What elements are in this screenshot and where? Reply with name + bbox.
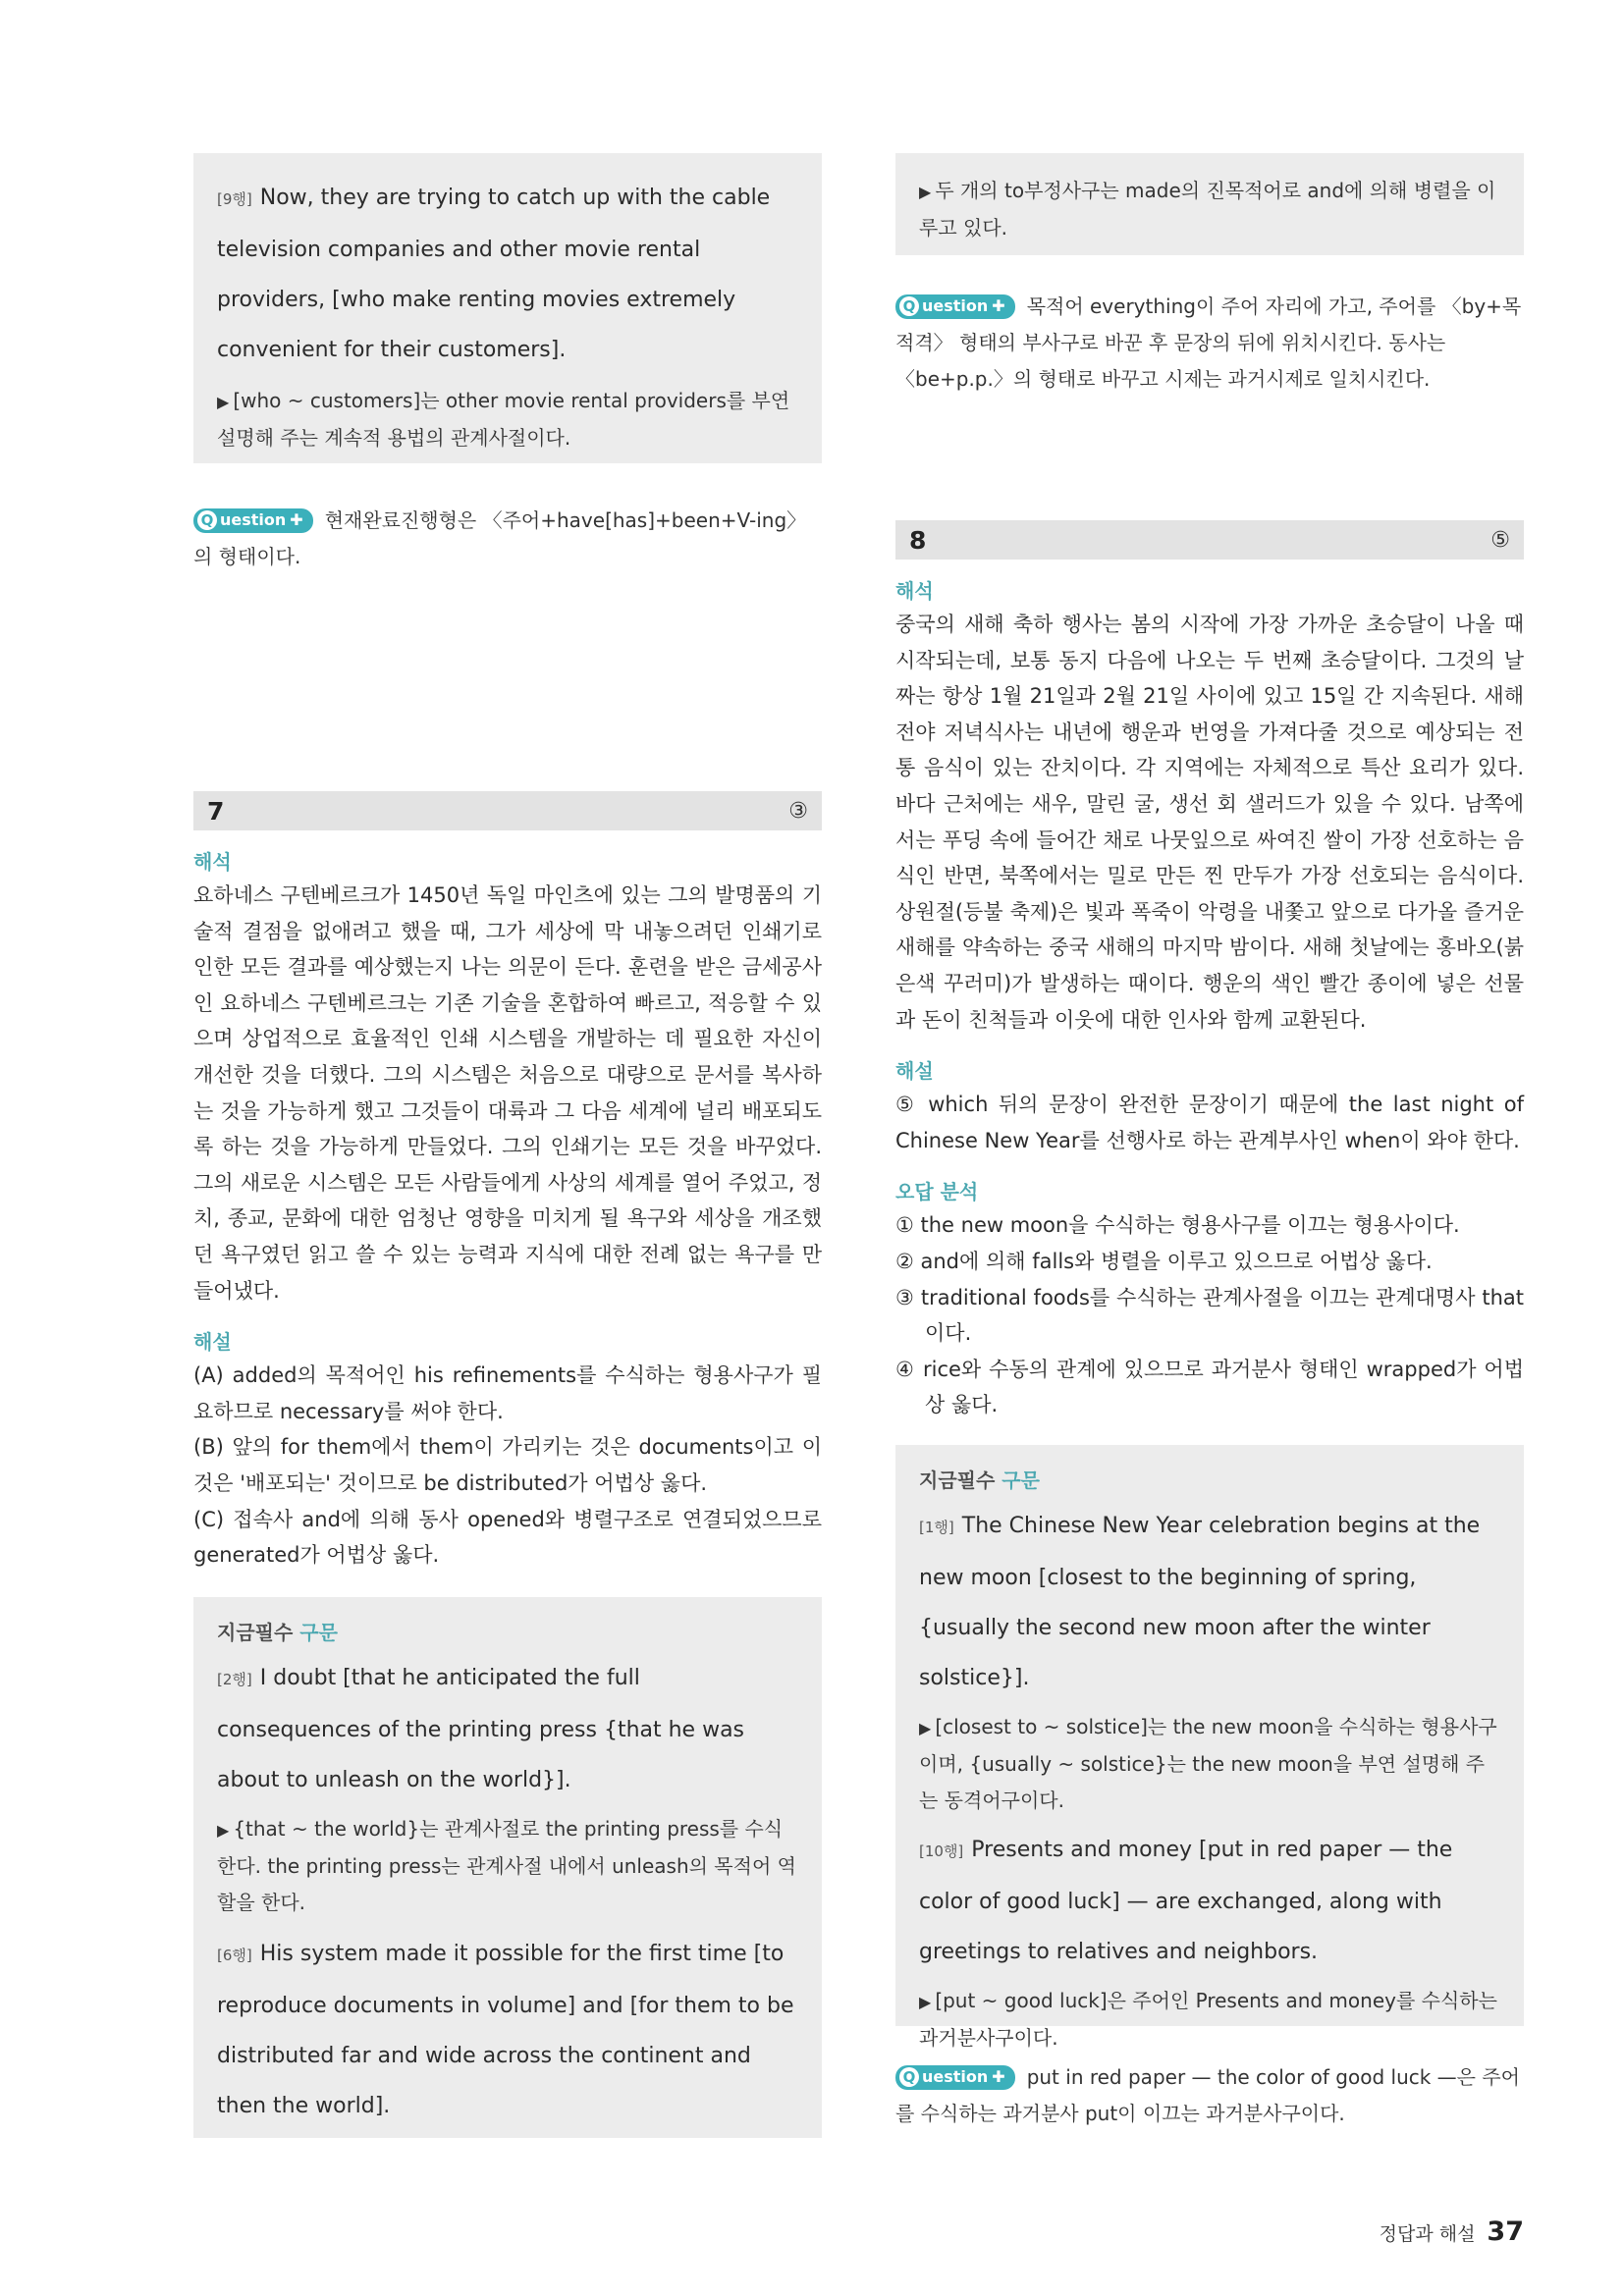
explanation-title: 해설: [895, 1059, 934, 1084]
question-badge: [193, 508, 313, 533]
triangle-bullet-icon: ▶: [217, 1820, 230, 1840]
question-8: [895, 520, 1524, 2132]
note-text: {that ~ the world}는 관계사절로 the printing press를 수식한다. the printing press는 관계사절 내에서 unleash의 목적어 역할을 한다.: [217, 1816, 796, 1914]
question-plus-1: [193, 503, 822, 575]
question-number: 7: [207, 796, 225, 826]
wrong-item-2: ② and에 의해 falls와 병렬을 이루고 있으므로 어법상 옳다.: [895, 1249, 1433, 1273]
must-title-b: 구문: [299, 1620, 338, 1644]
left-note: [217, 383, 798, 456]
left-example-sentence: [217, 173, 798, 375]
line-number: [10행]: [919, 1842, 964, 1860]
note-text: 두 개의 to부정사구는 made의 진목적어로 and에 의해 병렬을 이루고 있다.: [919, 179, 1496, 240]
must-syntax-title: [919, 1465, 1500, 1493]
question-plus-3: [895, 2059, 1524, 2132]
must-title-a: 지금필수: [217, 1620, 294, 1644]
question-badge: [895, 294, 1015, 319]
example-text: Presents and money [put in red paper — the color of good luck] — are exchanged, along with greetings to relatives and neighbors.: [919, 1837, 1453, 1964]
q-icon: Q: [197, 510, 217, 530]
note-text: [closest to ~ solstice]는 the new moon을 수식하는 형용사구이며, {usually ~ solstice}는 the new moon을 부연 설명해 주는 동격어구이다.: [919, 1714, 1497, 1812]
question-plus-2: [895, 289, 1524, 398]
wrong-item-4: ④ rice와 수동의 관계에 있으므로 과거분사 형태인 wrapped가 어법상 옳다.: [895, 1357, 1524, 1417]
right-column: [895, 153, 1524, 2125]
page-footer: [1380, 2216, 1524, 2247]
must-example-2: [919, 1825, 1500, 1977]
example-text: Now, they are trying to catch up with the cable television companies and other movie rental providers, [who make renting movies extremely convenient for their customers].: [217, 186, 771, 362]
must-note-1: [919, 1709, 1500, 1819]
explanation-a: (A) added의 목적어인 his refinements를 수식하는 형용사구가 필요하므로 necessary를 써야 한다.: [193, 1363, 822, 1423]
explanation-title: 해설: [193, 1330, 232, 1355]
must-example-1: [919, 1501, 1500, 1703]
question-badge: [895, 2065, 1015, 2090]
triangle-bullet-icon: ▶: [919, 1992, 932, 2011]
question-header: [193, 791, 822, 830]
note-text: [who ~ customers]는 other movie rental providers를 부연 설명해 주는 계속적 용법의 관계사절이다.: [217, 389, 790, 450]
line-number: [1행]: [919, 1518, 954, 1536]
question-text: put in red paper — the color of good luck —은 주어를 수식하는 과거분사 put이 이끄는 과거분사구이다.: [895, 2064, 1521, 2125]
translation-text: 중국의 새해 축하 행사는 봄의 시작에 가장 가까운 초승달이 나올 때 시작되는데, 보통 동지 다음에 나오는 두 번째 초승달이다. 그것의 날짜는 항상 1월 21일과 2월 21일 사이에 있고 15일 간 지속된다. 새해 전야 저녁식사는 내년에 행운과 번영을 가져다줄 것으로 예상되는 전통 음식이 있는 잔치이다. 각 지역에는 자체적으로 특산 요리가 있다. 바다 근처에는 새우, 말린 굴, 생선 회 샐러드가 있을 수 있다. 남쪽에서는 푸딩 속에 들어간 채로 나뭇잎으로 싸여진 쌀이 가장 선호하는 음식인 반면, 북쪽에서는 밀로 만든 찐 만두가 가장 선호되는 음식이다. 상원절(등불 축제)은 빛과 폭죽이 악령을 내쫓고 앞으로 다가올 즐거운 새해를 약속하는 중국 새해의 마지막 밤이다. 새해 첫날에는 홍바오(붉은색 꾸러미)가 발생하는 때이다. 행운의 색인 빨간 종이에 넣은 선물과 돈이 친척들과 이웃에 대한 인사와 함께 교환된다.: [895, 613, 1524, 1032]
triangle-bullet-icon: ▶: [919, 1718, 932, 1737]
question-7: [193, 791, 822, 2138]
left-column: [193, 153, 822, 2118]
plus-icon: ✚: [290, 510, 303, 529]
must-syntax-title: [217, 1617, 798, 1645]
example-text: The Chinese New Year celebration begins at the new moon [closest to the beginning of spring, {usually the second new moon after the winter solstice}].: [919, 1513, 1481, 1690]
plus-icon: ✚: [992, 296, 1005, 315]
line-number: [9행]: [217, 190, 252, 208]
note-text: [put ~ good luck]은 주어인 Presents and money를 수식하는 과거분사구이다.: [919, 1988, 1497, 2050]
line-number: [2행]: [217, 1670, 252, 1688]
badge-text: uestion: [922, 2066, 989, 2086]
question-text: 목적어 everything이 주어 자리에 가고, 주어를 〈by+목적격〉 형태의 부사구로 바꾼 후 문장의 뒤에 위치시킨다. 동사는 〈be+p.p.〉의 형태로 바꾸고 시제는 과거시제로 일치시킨다.: [895, 294, 1522, 391]
translation-title: 해석: [895, 579, 934, 603]
line-number: [6행]: [217, 1946, 252, 1964]
must-example-1: [217, 1653, 798, 1805]
footer-label: 정답과 해설: [1379, 2223, 1476, 2245]
must-note-2: [919, 1983, 1500, 2056]
right-note: [919, 173, 1500, 246]
translation-text: 요하네스 구텐베르크가 1450년 독일 마인츠에 있는 그의 발명품의 기술적 결점을 없애려고 했을 때, 그가 세상에 막 내놓으려던 인쇄기로 인한 모든 결과를 예상했는지 나는 의문이 든다. 훈련을 받은 금세공사인 요하네스 구텐베르크는 기존 기술을 혼합하여 빠르고, 적응할 수 있으며 상업적으로 효율적인 인쇄 시스템을 개발하는 데 필요한 자신이 개선한 것을 더했다. 그의 시스템은 처음으로 대량으로 문서를 복사하는 것을 가능하게 했고 그것들이 대륙과 그 다음 세계에 널리 배포되도록 하는 것을 가능하게 만들었다. 그의 인쇄기는 모든 것을 바꾸었다. 그의 새로운 시스템은 모든 사람들에게 사상의 세계를 열어 주었고, 정치, 종교, 문화에 대한 엄청난 영향을 미치게 될 욕구와 세상을 개조했던 욕구였던 읽고 쓸 수 있는 능력과 지식에 대한 전례 없는 욕구를 만들어냈다.: [193, 883, 822, 1303]
question-header: [895, 520, 1524, 560]
must-syntax-box: [895, 1445, 1524, 2050]
must-title-a: 지금필수: [919, 1468, 996, 1492]
explanation-b: (B) 앞의 for them에서 them이 가리키는 것은 documents이고 이것은 '배포되는' 것이므로 be distributed가 어법상 옳다.: [193, 1435, 822, 1495]
badge-text: uestion: [220, 510, 287, 529]
q-icon: Q: [899, 296, 919, 316]
triangle-bullet-icon: ▶: [919, 183, 932, 201]
wrong-analysis-title: 오답 분석: [895, 1180, 979, 1204]
right-note-box: [895, 153, 1524, 255]
badge-text: uestion: [922, 296, 989, 315]
answer-badge: ⑤: [1490, 527, 1510, 553]
q-icon: Q: [899, 2067, 919, 2087]
explanation-c: (C) 접속사 and에 의해 동사 opened와 병렬구조로 연결되었으므로 generated가 어법상 옳다.: [193, 1507, 822, 1568]
example-text: I doubt [that he anticipated the full consequences of the printing press {that he was about to unleash on the world}].: [217, 1665, 745, 1792]
example-text: His system made it possible for the first time [to reproduce documents in volume] and [for them to be distributed far and wide across the continent and then the world].: [217, 1941, 794, 2118]
wrong-item-1: ① the new moon을 수식하는 형용사구를 이끄는 형용사이다.: [895, 1213, 1460, 1238]
must-title-b: 구문: [1001, 1468, 1040, 1492]
question-text: 현재완료진행형은 〈주어+have[has]+been+V-ing〉의 형태이다.: [193, 508, 807, 568]
left-syntax-box: [193, 153, 822, 463]
must-syntax-box: [193, 1597, 822, 2138]
plus-icon: ✚: [992, 2066, 1005, 2086]
answer-badge: ③: [788, 798, 808, 824]
must-note-1: [217, 1811, 798, 1921]
translation-title: 해석: [193, 850, 232, 874]
question-number: 8: [909, 525, 927, 555]
triangle-bullet-icon: ▶: [217, 393, 230, 411]
wrong-item-3: ③ traditional foods를 수식하는 관계사절을 이끄는 관계대명사 that이다.: [895, 1285, 1524, 1346]
explanation-text: ⑤ which 뒤의 문장이 완전한 문장이기 때문에 the last night of Chinese New Year를 선행사로 하는 관계부사인 when이 와야 한다.: [895, 1093, 1524, 1152]
page-number: 37: [1487, 2216, 1524, 2247]
must-example-2: [217, 1929, 798, 2131]
